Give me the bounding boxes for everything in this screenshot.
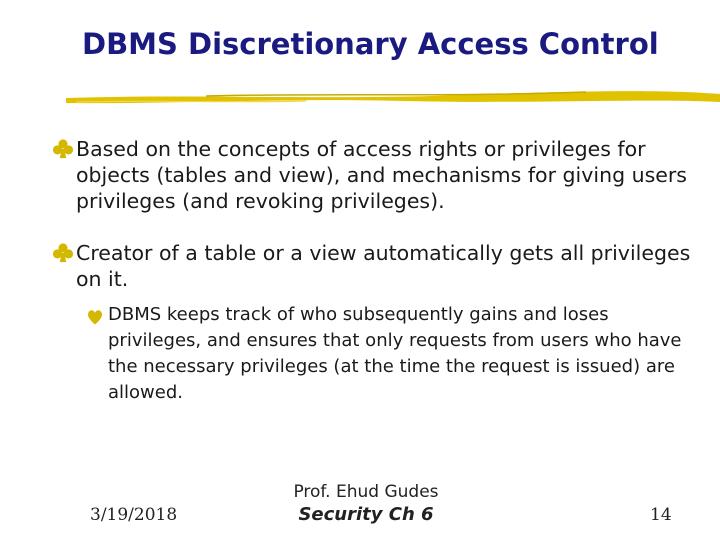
page-number: 14 [650, 505, 672, 525]
footer-center [286, 481, 446, 527]
sub-bullet-item [74, 302, 692, 406]
slide-title: DBMS Discretionary Access Control [82, 27, 659, 61]
footer-course: Security Ch 6 [298, 504, 434, 525]
club-icon [52, 138, 74, 160]
bullet-text: Based on the concepts of access rights or privileges for objects (tables and view), and mechanisms for giving users privileges (and revoking privileges). [76, 137, 687, 213]
bullet-item [52, 136, 692, 214]
bullet-text: Creator of a table or a view automatically gets all privileges on it. [76, 241, 691, 291]
footer-author: Prof. Ehud Gudes [293, 482, 439, 502]
bullet-item [52, 240, 692, 292]
title-underline [66, 84, 720, 108]
club-icon [52, 242, 74, 264]
footer-date: 3/19/2018 [90, 505, 178, 525]
heart-icon [86, 308, 104, 326]
sub-bullet-text: DBMS keeps track of who subsequently gains and loses privileges, and ensures that only requests from users who have the necessary privileges (at the time the request is issued) are allowed. [108, 304, 682, 403]
bullet-list [52, 136, 692, 406]
